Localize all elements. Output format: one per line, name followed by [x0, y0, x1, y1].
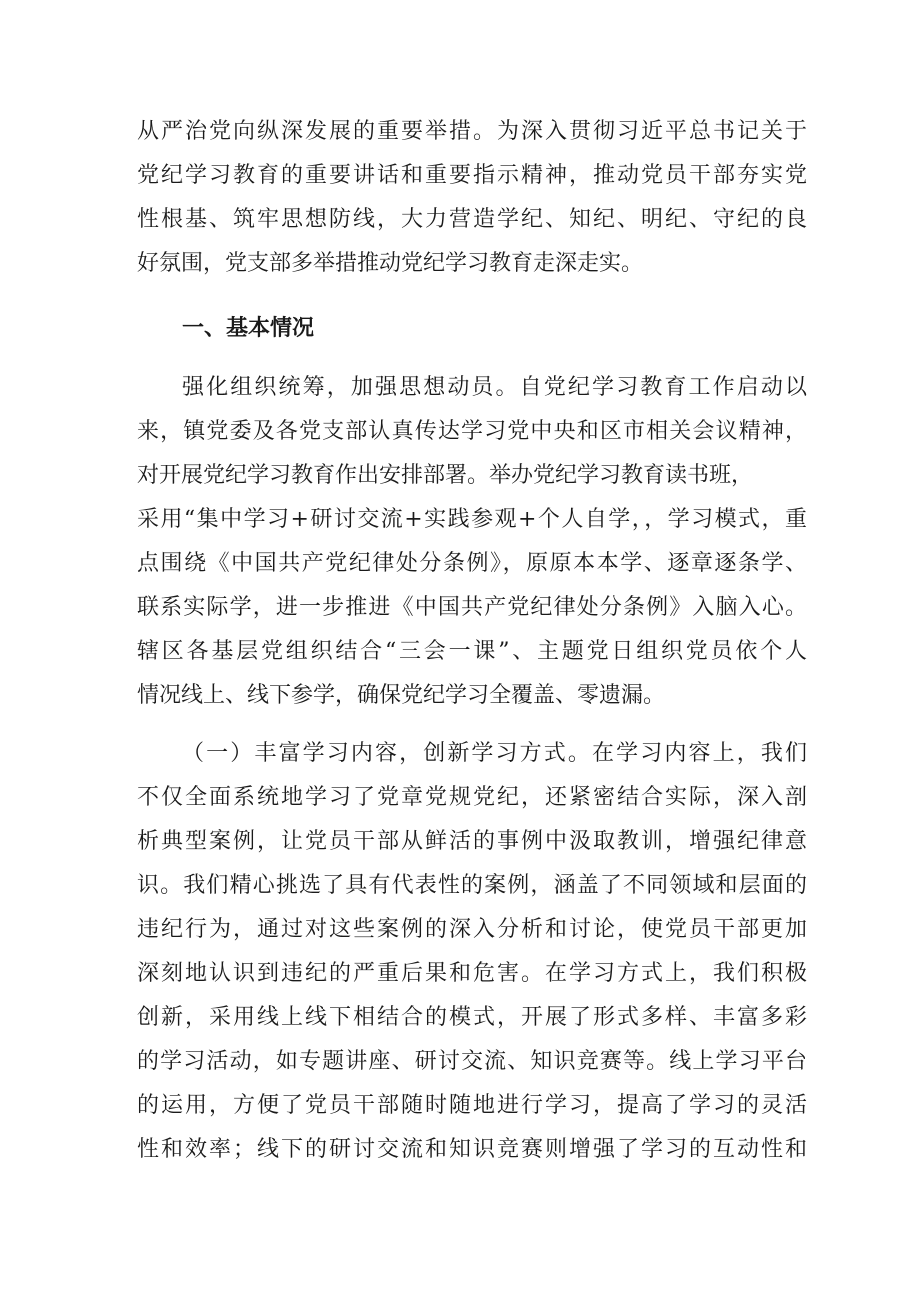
text-line: 性根基、筑牢思想防线，大力营造学纪、知纪、明纪、守纪的良: [137, 207, 807, 232]
text-line: 识。我们精心挑选了具有代表性的案例，涵盖了不同领域和层面的: [137, 873, 807, 898]
section-heading: 一、基本情况: [182, 316, 315, 341]
text-line: 好氛围，党支部多举措推动党纪学习教育走深走实。: [137, 251, 644, 276]
text-line: 党纪学习教育的重要讲话和重要指示精神，推动党员干部夯实党: [137, 163, 807, 188]
text-line: 的学习活动，如专题讲座、研讨交流、知识竞赛等。线上学习平台: [137, 1049, 807, 1074]
text-line: 深刻地认识到违纪的严重后果和危害。在学习方式上，我们积极: [137, 961, 807, 986]
text-line: 来，镇党委及各党支部认真传达学习党中央和区市相关会议精神，: [137, 419, 807, 444]
text-line: 采用“集中学习+研讨交流+实践参观+个人自学，，学习模式，重: [137, 507, 807, 532]
text-line: 的运用，方便了党员干部随时随地进行学习，提高了学习的灵活: [137, 1093, 807, 1118]
text-line: 对开展党纪学习教育作出安排部署。举办党纪学习教育读书班，: [137, 463, 754, 488]
text-line: 违纪行为，通过对这些案例的深入分析和讨论，使党员干部更加: [137, 917, 807, 942]
text-line: 析典型案例，让党员干部从鲜活的事例中汲取教训，增强纪律意: [137, 829, 807, 854]
text-line: 性和效率；线下的研讨交流和知识竞赛则增强了学习的互动性和: [137, 1137, 807, 1162]
text-line: 点围绕《中国共产党纪律处分条例》，原原本本学、逐章逐条学、: [137, 551, 807, 576]
text-line: 联系实际学，进一步推进《中国共产党纪律处分条例》入脑入心。: [137, 595, 807, 620]
text-line: 辖区各基层党组织结合“三会一课”、主题党日组织党员依个人: [137, 639, 807, 664]
text-line: 创新，采用线上线下相结合的模式，开展了形式多样、丰富多彩: [137, 1005, 807, 1030]
text-line: 不仅全面系统地学习了党章党规党纪，还紧密结合实际，深入剖: [137, 785, 807, 810]
text-line: 情况线上、线下参学，确保党纪学习全覆盖、零遗漏。: [137, 683, 666, 708]
text-line: （一）丰富学习内容，创新学习方式。在学习内容上，我们: [182, 741, 807, 766]
text-line: 强化组织统筹，加强思想动员。自党纪学习教育工作启动以: [182, 375, 807, 400]
text-line: 从严治党向纵深发展的重要举措。为深入贯彻习近平总书记关于: [137, 119, 807, 144]
